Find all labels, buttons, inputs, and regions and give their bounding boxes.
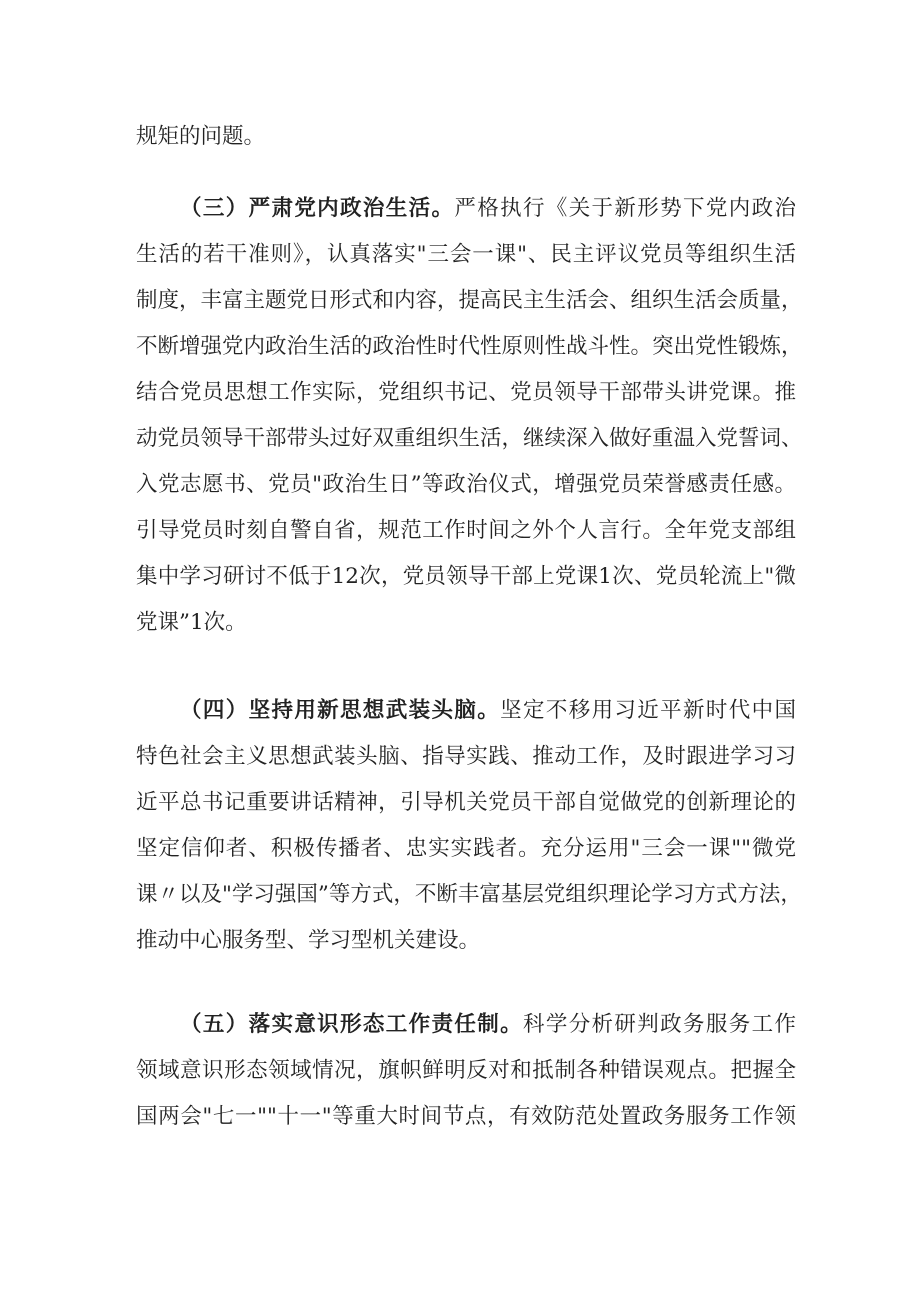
- paragraph-line: 不断增强党内政治生活的政治性时代性原则性战斗性。突出党性锻炼，: [136, 334, 803, 359]
- paragraph-line: 结合党员思想工作实际，党组织书记、党员领导干部带头讲党课。推: [136, 380, 796, 405]
- paragraph-line: 课〃以及"学习强国”等方式，不断丰富基层党组织理论学习方式方法，: [136, 882, 802, 907]
- paragraph-line: 引导党员时刻自警自省，规范工作时间之外个人言行。全年党支部组: [136, 518, 796, 543]
- paragraph-line: [180, 1010, 796, 1040]
- section-heading: （三）严肃党内政治生活。: [180, 196, 455, 221]
- paragraph-line: [180, 696, 796, 726]
- paragraph-text: 坚定不移用习近平新时代中国: [500, 698, 796, 723]
- paragraph-line: 动党员领导干部带头过好双重组织生活，继续深入做好重温入党誓词、: [136, 426, 803, 451]
- paragraph-text: 科学分析研判政务服务工作: [522, 1012, 796, 1037]
- continuation-line: 规矩的问题。: [136, 124, 266, 149]
- paragraph-line: 坚定信仰者、积极传播者、忠实实践者。充分运用"三会一课""微党: [136, 836, 796, 861]
- paragraph-line: 制度，丰富主题党日形式和内容，提高民主生活会、组织生活会质量，: [136, 288, 803, 313]
- paragraph-line: 国两会"七一""十一"等重大时间节点，有效防范处置政务服务工作领: [136, 1104, 796, 1129]
- paragraph-line: [180, 194, 796, 224]
- section-heading: （五）落实意识形态工作责任制。: [180, 1012, 523, 1037]
- paragraph-line: 集中学习研讨不低于12次，党员领导干部上党课1次、党员轮流上"微: [136, 564, 796, 589]
- paragraph-line: 入党志愿书、党员"政治生日”等政治仪式，增强党员荣誉感责任感。: [136, 472, 796, 497]
- paragraph-text: 严格执行《关于新形势下党内政治: [454, 196, 796, 221]
- section-heading: （四）坚持用新思想武装头脑。: [180, 698, 501, 723]
- paragraph-line: 生活的若干准则》，认真落实"三会一课"、民主评议党员等组织生活: [136, 242, 796, 267]
- paragraph-line: 特色社会主义思想武装头脑、指导实践、推动工作，及时跟进学习习: [136, 744, 796, 769]
- paragraph-line: 领域意识形态领域情况，旗帜鲜明反对和抵制各种错误观点。把握全: [136, 1058, 796, 1083]
- paragraph-line: 党课”1次。: [136, 610, 247, 635]
- paragraph-line: 推动中心服务型、学习型机关建设。: [136, 928, 481, 953]
- paragraph-line: 近平总书记重要讲话精神，引导机关党员干部自觉做党的创新理论的: [136, 790, 796, 815]
